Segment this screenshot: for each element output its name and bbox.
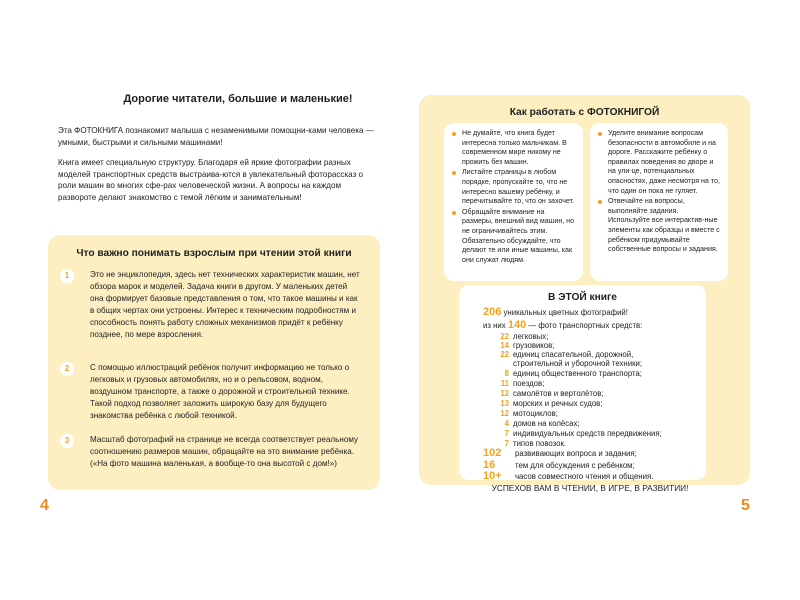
list-item: Уделите внимание вопросам безопасности в автомобиле и на дороге. Расскажите ребёнку о правилах поведения во дворе и на ули-це, потенциальных опасностях, даже несмотря на то, что один он пока не гуляет. <box>598 129 722 196</box>
adult-tips-title: Что важно понимать взрослым при чтении этой книги <box>76 248 352 259</box>
bullet-icon <box>452 132 456 136</box>
stats-row: 8 единиц общественного транспорта; <box>504 369 642 378</box>
tip-text: Это не энциклопедия, здесь нет технических характеристик машин, нет обзора марок и моделей. Задача книги в другом. У маленьких детей она формирует базовые представления о том, что такое машины и как в общих чертах они устроены. Интерес к техническим подробностям и способность понять работу сложных механизмов придёт к ребёнку позднее, по мере взросления. <box>90 270 360 339</box>
list-item: Не думайте, что книга будет интересна только мальчикам. В современном мире никому не прожить без машин. <box>452 129 577 167</box>
list-item: Обращайте внимание на размеры, внешний вид машин, но не ограничивайтесь этим. Обязательно обсуждайте, что делают те или иные машины, как они служат людям. <box>452 208 577 266</box>
list-item: Листайте страницы в любом порядке, пропускайте то, что не интересно вашему ребёнку, и перечитывайте то, что он захочет. <box>452 168 577 206</box>
stats-total: 102 развивающих вопроса и задания; <box>483 447 637 459</box>
stats-row: строительной и уборочной техники; <box>513 359 643 368</box>
tip-item <box>60 434 360 470</box>
stats-row: 11 поездов; <box>500 379 545 388</box>
tip-text: С помощью иллюстраций ребёнок получит информацию не только о легковых и грузовых автомобилях, но и о рельсовом, водном, воздушном транспорте, а также о дорожной и строительной технике. Такой подход позволяет заложить широкую базу для будущего знакомства ребёнка с любой техникой. <box>90 363 350 420</box>
tip-number-badge: 1 <box>60 269 74 283</box>
intro-paragraph-2: Книга имеет специальную структуру. Благодаря ей яркие фотографии разных моделей транспортных средств выстраива-ются в увлекательный фоторассказ о роли машин во многих сфе-рах человеческой жизни. А вопросы на каждом развороте делают знакомство с темой лёгким и занимательным! <box>58 158 364 202</box>
adult-tips-box <box>48 235 380 490</box>
stats-row: 12 самолётов и вертолётов; <box>500 389 604 398</box>
book-stats-card <box>459 285 706 480</box>
stats-transport: из них 140 — фото транспортных средств: <box>483 319 643 331</box>
intro-text <box>58 125 378 213</box>
tip-number-badge: 3 <box>60 434 74 448</box>
closing-motto: УСПЕХОВ ВАМ В ЧТЕНИИ, В ИГРЕ, В РАЗВИТИИ! <box>491 483 689 493</box>
stats-total: 10+ часов совместного чтения и общения. <box>483 470 654 482</box>
stats-row: 12 мотоциклов; <box>500 409 558 418</box>
stats-row: 7 индивидуальных средств передвижения; <box>504 429 662 438</box>
stats-row: 22 единиц спасательной, дорожной, <box>500 350 634 359</box>
stats-row: 14 грузовиков; <box>500 341 555 350</box>
page-title: Дорогие читатели, большие и маленькие! <box>123 93 353 105</box>
tip-text: Масштаб фотографий на странице не всегда соответствует реальному соотношению размеров машин, обращайте на это внимание ребёнка. («На фото машина маленькая, а вообще-то она высотой с дом!») <box>90 435 359 468</box>
tip-item <box>60 269 360 341</box>
bullet-icon <box>452 171 456 175</box>
tips-card-right <box>590 123 728 281</box>
intro-paragraph-1: Эта ФОТОКНИГА познакомит малыша с незаменимыми помощни-ками человека — умными, быстрыми и сильными машинами! <box>58 126 374 147</box>
stats-row: 7 типов повозок. <box>504 439 567 448</box>
stats-photos: 206 уникальных цветных фотографий! <box>483 306 628 318</box>
stats-row: 22 легковых; <box>500 332 549 341</box>
tips-card-left <box>444 123 583 281</box>
stats-title: В ЭТОЙ книге <box>548 292 617 303</box>
page-number-left: 4 <box>40 497 49 514</box>
bullet-icon <box>598 132 602 136</box>
page-number-right: 5 <box>741 497 750 514</box>
tip-number-badge: 2 <box>60 362 74 376</box>
tip-item <box>60 362 360 422</box>
bullet-icon <box>598 200 602 204</box>
bullet-icon <box>452 211 456 215</box>
stats-total: 16 тем для обсуждения с ребёнком; <box>483 459 635 471</box>
stats-row: 13 морских и речных судов; <box>500 399 603 408</box>
stats-row: 4 домов на колёсах; <box>504 419 580 428</box>
list-item: Отвечайте на вопросы, выполняйте задания. Используйте все интерактив-ные элементы как образцы и вместе с ребёнком придумывайте собственные вопросы и задания. <box>598 197 722 255</box>
how-to-title: Как работать с ФОТОКНИГОЙ <box>509 107 660 118</box>
